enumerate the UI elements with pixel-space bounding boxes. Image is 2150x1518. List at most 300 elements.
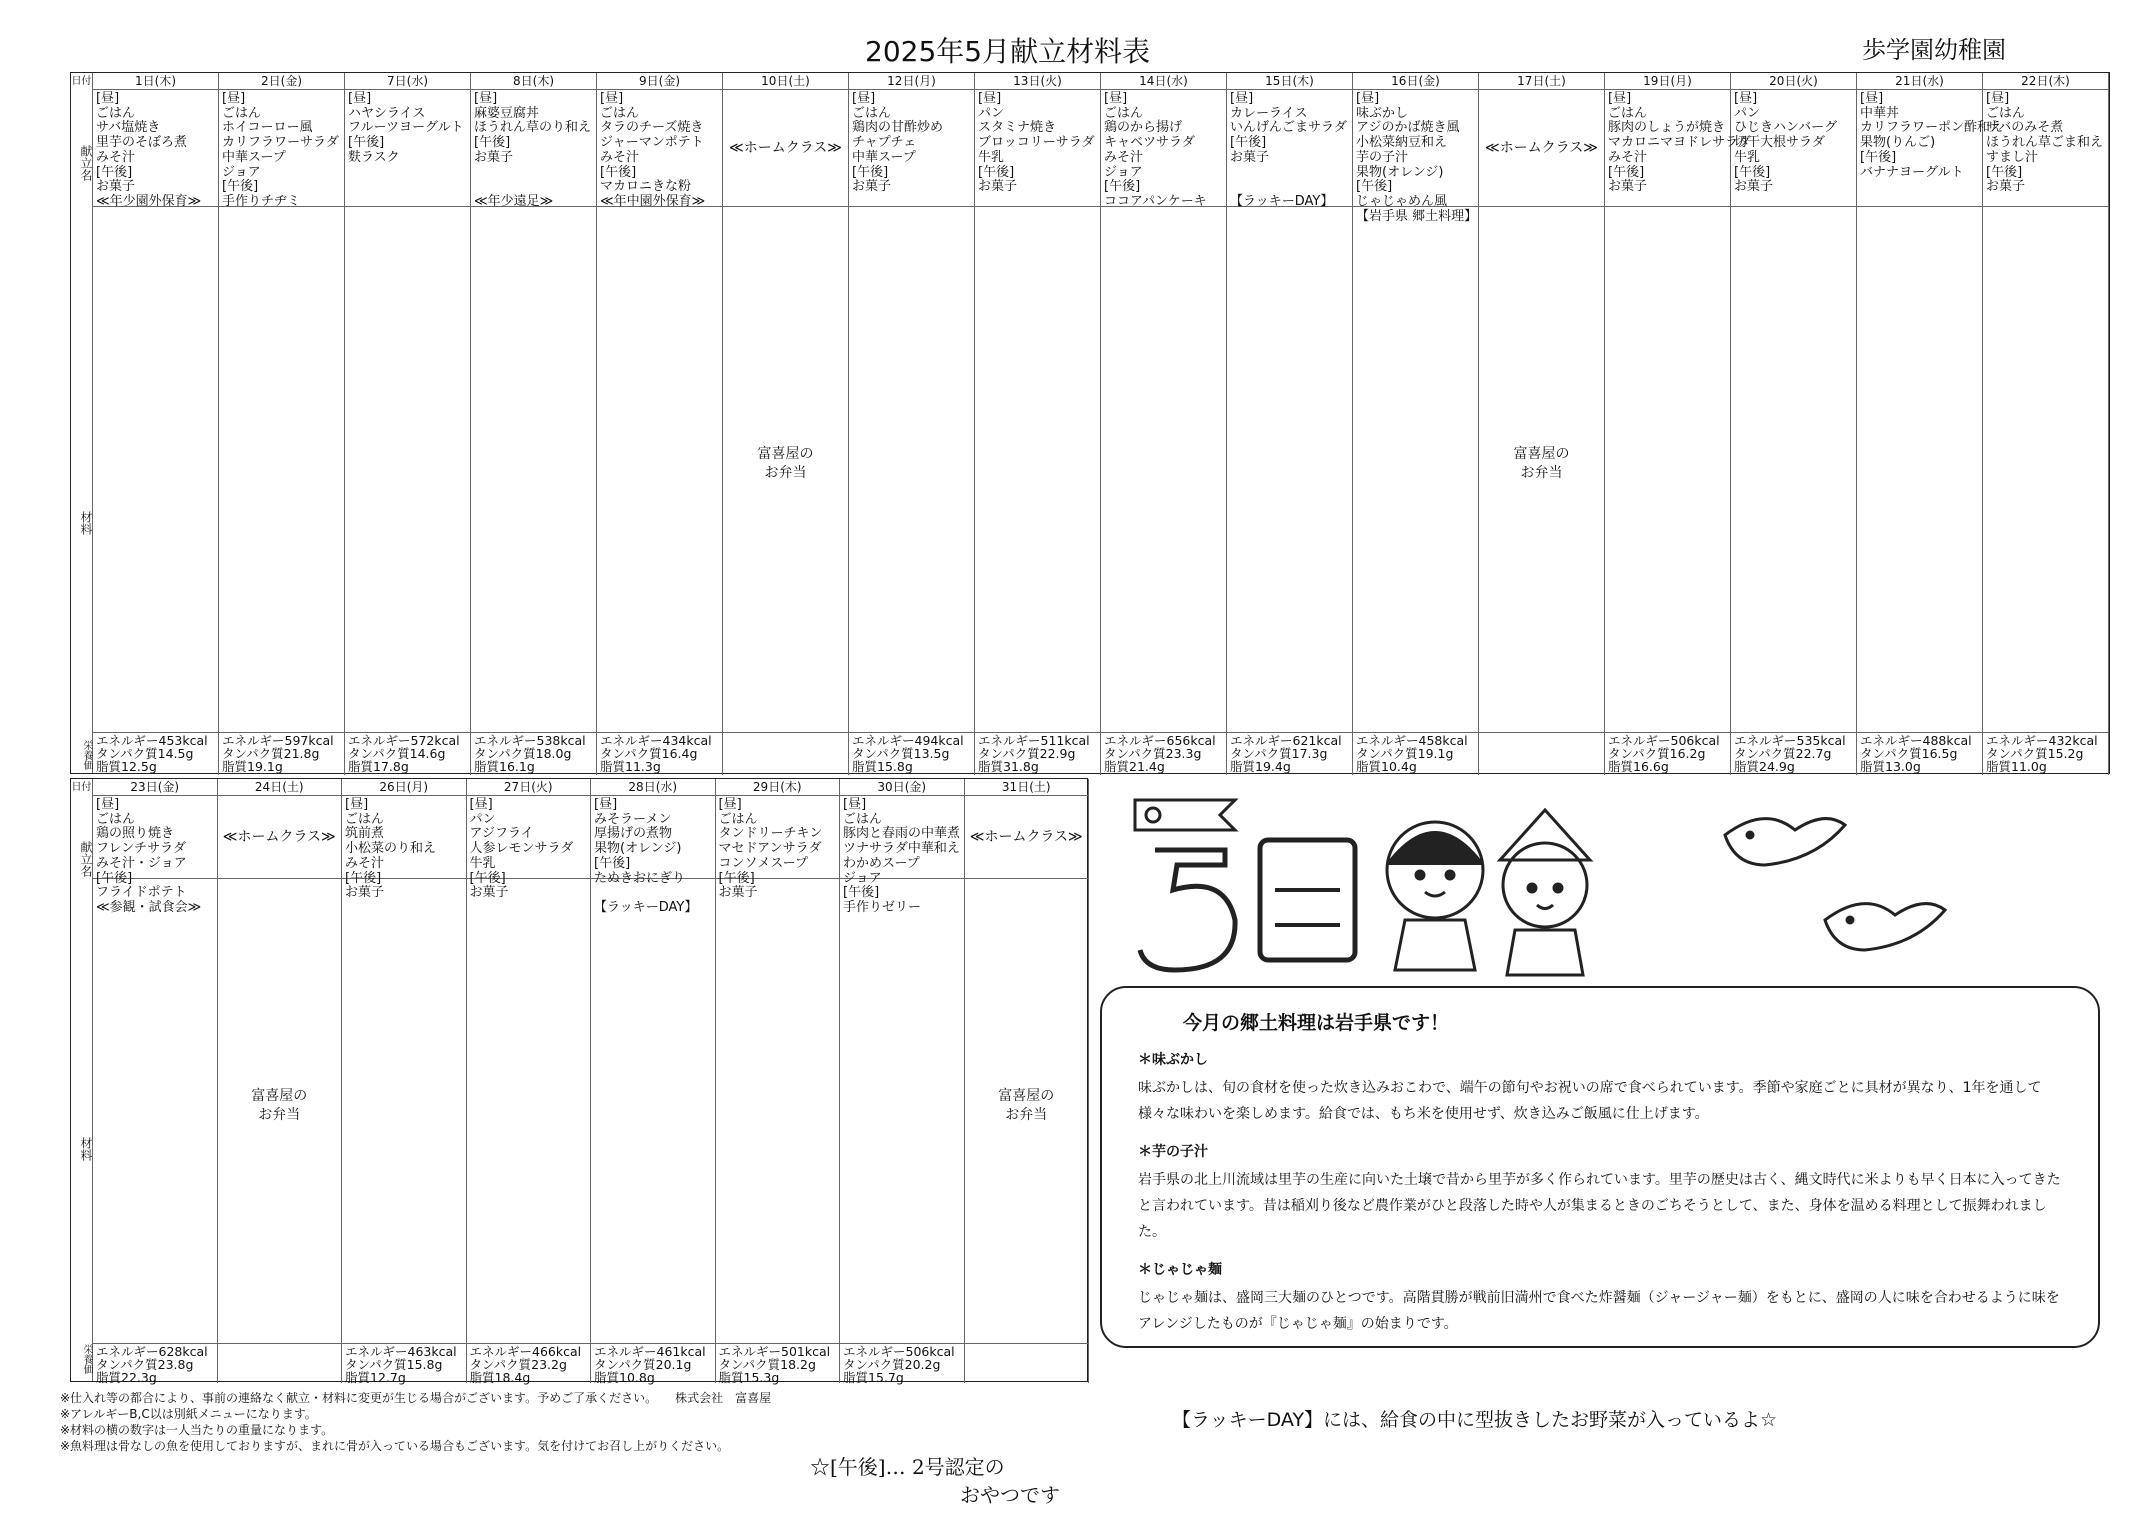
label-menu: 献立名 [79, 841, 93, 877]
nutrition-value: エネルギー488kcal [1860, 733, 1972, 748]
may-illustration [1125, 780, 2085, 980]
menu-item: ほうれん草ごま和え [1986, 135, 2104, 151]
footnote: ※魚料理は骨なしの魚を使用しておりますが、まれに骨が入っている場合もございます。気を付けてお召し上がりください。 [60, 1439, 730, 1453]
menu-item: [昼] [345, 797, 369, 812]
nutrition-value [221, 1358, 339, 1371]
menu-item [1230, 166, 1349, 181]
day-column [93, 73, 219, 775]
day-materials [1605, 207, 1730, 733]
day-date: 7日(水) [345, 73, 470, 90]
day-materials [218, 879, 342, 1344]
nutrition-value: タンパク質15.8g [345, 1357, 443, 1372]
nutrition-value: エネルギー597kcal [222, 733, 334, 748]
nutrition-value: エネルギー432kcal [1986, 733, 2098, 748]
menu-item: バナナヨーグルト [1860, 164, 1964, 180]
nutrition-value [726, 734, 845, 747]
day-materials [93, 207, 218, 733]
day-menu [1857, 90, 2004, 207]
footnotes [60, 1390, 771, 1454]
menu-item: ≪年少遠足≫ [474, 193, 554, 209]
day-column [716, 779, 841, 1383]
menu-item: みそ汁・ジョア [96, 855, 187, 871]
day-date: 29日(木) [716, 779, 840, 796]
home-class-label: ≪ホームクラス≫ [729, 139, 842, 156]
day-nutrition [849, 733, 974, 774]
nutrition-value: エネルギー453kcal [96, 733, 208, 748]
footnote: ※アレルギーB,C以は別紙メニューになります。 [60, 1407, 317, 1421]
day-menu [1731, 90, 1856, 207]
day-date: 26日(月) [342, 779, 466, 796]
day-menu [1479, 90, 1604, 207]
menu-item: みそ汁 [1104, 149, 1144, 165]
menu-item: 麻婆豆腐丼 [474, 105, 540, 121]
day-materials [723, 207, 848, 733]
month-art-text: 5月 [1135, 970, 1137, 971]
nutrition-value: タンパク質16.2g [1608, 746, 1706, 761]
menu-item: [昼] [1860, 91, 1884, 106]
nutrition-value: タンパク質13.5g [852, 746, 950, 761]
nutrition-value: 脂質17.8g [348, 759, 409, 774]
day-nutrition [345, 733, 470, 774]
menu-item: お菓子 [852, 179, 892, 195]
nutrition-value: エネルギー494kcal [852, 733, 964, 748]
menu-item: ジョア [222, 164, 261, 180]
day-column [1479, 73, 1605, 775]
label-date: 日付 [71, 76, 92, 87]
day-materials [1227, 207, 1352, 733]
nutrition-value: タンパク質20.2g [843, 1357, 941, 1372]
nutrition-value [968, 1358, 1086, 1371]
menu-item: 小松菜納豆和え [1356, 135, 1448, 151]
menu-item: チャプチェ [852, 135, 917, 151]
lucky-day-note: 【ラッキーDAY】には、給食の中に型抜きしたお野菜が入っているよ☆ [1172, 1409, 1778, 1431]
nutrition-value: 脂質13.0g [1860, 759, 1921, 774]
menu-item: お菓子 [96, 179, 136, 195]
info-heading: 今月の郷土料理は岩手県です！ [1183, 1012, 1450, 1034]
label-nutrition: 栄養価 [81, 740, 92, 770]
menu-item: [午後] [718, 870, 755, 886]
nutrition-value: タンパク質22.7g [1734, 746, 1832, 761]
menu-item: カレーライス [1230, 105, 1308, 121]
menu-item: [昼] [852, 91, 876, 106]
menu-item: ひじきハンバーグ [1734, 120, 1838, 136]
menu-item: ごはん [96, 105, 136, 121]
nutrition-value [726, 747, 845, 760]
menu-item: [午後] [348, 135, 385, 151]
menu-item: ココアパンケーキ [1104, 193, 1207, 209]
menu-item: コンソメスープ [718, 855, 808, 871]
nutrition-value: タンパク質21.8g [222, 746, 320, 761]
nutrition-value [1482, 747, 1601, 760]
handwritten-line: おやつです [960, 1483, 1060, 1507]
nutrition-value [221, 1371, 339, 1384]
menu-item: [昼] [594, 797, 618, 812]
day-materials [1983, 207, 2108, 733]
menu-item: 【ラッキーDAY】 [594, 899, 698, 915]
nutrition-value: エネルギー461kcal [594, 1344, 706, 1359]
menu-item: ほうれん草のり和え [474, 120, 592, 136]
menu-item: お菓子 [345, 885, 385, 901]
day-materials [1353, 207, 1478, 733]
nutrition-value: 脂質10.4g [1356, 759, 1417, 774]
menu-item: 果物(オレンジ) [594, 841, 682, 857]
menu-item: みそ汁 [1608, 149, 1648, 165]
menu-item: 【岩手県 郷土料理】 [1356, 208, 1478, 224]
nutrition-value: エネルギー458kcal [1356, 733, 1468, 748]
label-material: 材料 [79, 1137, 93, 1161]
info-section-title: ＊味ぶかし [1138, 1052, 1208, 1068]
menu-item [474, 180, 593, 195]
menu-item: [午後] [222, 179, 259, 195]
label-date: 日付 [71, 782, 92, 793]
day-materials [1479, 207, 1604, 733]
menu-item: フレンチサラダ [96, 841, 187, 857]
nutrition-value: エネルギー535kcal [1734, 733, 1846, 748]
menu-item: 切干大根サラダ [1734, 135, 1825, 151]
menu-item: ≪年少園外保育≫ [96, 193, 202, 209]
day-column [1101, 73, 1227, 775]
day-date: 14日(水) [1101, 73, 1226, 90]
nutrition-value [968, 1345, 1086, 1358]
day-nutrition [93, 733, 218, 774]
day-column [1353, 73, 1479, 775]
row-labels-2 [71, 779, 93, 1381]
day-column [467, 779, 592, 1383]
nutrition-value: エネルギー501kcal [718, 1344, 831, 1359]
menu-item: 人参レモンサラダ [469, 841, 574, 857]
menu-item: パン [978, 105, 1005, 121]
menu-item: 手作りチヂミ [222, 193, 301, 209]
nutrition-value: エネルギー538kcal [474, 733, 586, 748]
menu-item: [午後] [978, 164, 1015, 180]
day-materials [1731, 207, 1856, 733]
day-materials [716, 879, 840, 1344]
menu-item: みそ汁 [345, 855, 385, 871]
menu-item: お菓子 [1230, 149, 1270, 165]
menu-item: マセドアンサラダ [718, 841, 822, 857]
day-date: 28日(水) [591, 779, 715, 796]
menu-item: 【ラッキーDAY】 [1230, 193, 1334, 209]
nutrition-value: 脂質22.3g [96, 1370, 157, 1385]
menu-item: ジョア [843, 870, 882, 886]
day-menu [597, 90, 722, 207]
day-column [1227, 73, 1353, 775]
nutrition-value: タンパク質14.6g [348, 746, 446, 761]
menu-item: [昼] [96, 797, 120, 812]
footnote: ※仕入れ等の都合により、事前の連絡なく献立・材料に変更が生じる場合がございます。予めご了承ください。 株式会社 富喜屋 [60, 1391, 772, 1405]
day-nutrition [591, 1344, 715, 1385]
day-date: 23日(金) [93, 779, 217, 796]
menu-item: 鶏肉の甘酢炒め [852, 120, 944, 136]
menu-item: 筑前煮 [345, 826, 385, 842]
nutrition-value: タンパク質23.3g [1104, 746, 1202, 761]
label-material: 材料 [79, 511, 93, 535]
menu-item: いんげんごまサラダ [1230, 120, 1347, 136]
nutrition-value: 脂質21.4g [1104, 759, 1165, 774]
menu-item: 果物(りんご) [1860, 135, 1936, 151]
menu-item: マカロニきな粉 [600, 179, 692, 195]
menu-item: [昼] [1356, 91, 1380, 106]
day-materials [597, 207, 722, 733]
menu-item: [午後] [600, 164, 637, 180]
nutrition-value: タンパク質15.2g [1986, 746, 2084, 761]
day-menu [849, 90, 974, 207]
nutrition-value [968, 1371, 1086, 1384]
menu-item: ごはん [718, 811, 758, 827]
day-menu [93, 796, 217, 915]
menu-item: フルーツヨーグルト [348, 120, 464, 136]
nutrition-value: タンパク質19.1g [1356, 746, 1454, 761]
info-section-title: ＊じゃじゃ麺 [1138, 1262, 1222, 1278]
nutrition-value: エネルギー572kcal [348, 733, 460, 748]
menu-item: [午後] [345, 870, 382, 886]
day-materials [471, 207, 596, 733]
menu-item: [午後] [1608, 164, 1645, 180]
menu-item: みそ汁 [600, 149, 640, 165]
day-nutrition [467, 1344, 591, 1385]
menu-item: [午後] [469, 870, 506, 886]
day-date: 17日(土) [1479, 73, 1604, 90]
day-date: 31日(土) [965, 779, 1089, 796]
menu-item: [午後] [1734, 164, 1771, 180]
menu-item: [昼] [718, 797, 742, 812]
info-box [1100, 986, 2100, 1348]
day-menu [218, 796, 342, 879]
menu-item: ごはん [1104, 105, 1144, 121]
day-nutrition [716, 1344, 840, 1385]
nutrition-value: エネルギー628kcal [96, 1344, 208, 1359]
nutrition-value: エネルギー506kcal [1608, 733, 1720, 748]
day-menu [965, 796, 1089, 879]
home-class-label: ≪ホームクラス≫ [1485, 139, 1598, 156]
menu-item: 豚肉と春雨の中華煮 [843, 826, 961, 842]
menu-item: 中華丼 [1860, 105, 1900, 121]
day-column [591, 779, 716, 1383]
menu-item: 鶏のから揚げ [1104, 120, 1183, 136]
menu-item: たぬきおにぎり [594, 870, 686, 886]
nutrition-value: 脂質31.8g [978, 759, 1039, 774]
nutrition-value: エネルギー434kcal [600, 733, 712, 748]
menu-item: ジャーマンポテト [600, 135, 704, 151]
day-date: 12日(月) [849, 73, 974, 90]
menu-item: ≪参観・試食会≫ [96, 899, 202, 915]
menu-item: みそ汁 [96, 149, 136, 165]
nutrition-value: タンパク質23.8g [96, 1357, 194, 1372]
day-menu [591, 796, 715, 915]
day-column [597, 73, 723, 775]
day-menu [1101, 90, 1226, 207]
day-menu [716, 796, 840, 901]
day-nutrition [1983, 733, 2108, 774]
day-column [218, 779, 343, 1383]
day-date: 27日(火) [467, 779, 591, 796]
day-column [93, 779, 218, 1383]
day-nutrition [93, 1344, 217, 1385]
day-nutrition [219, 733, 344, 774]
menu-item: [昼] [1986, 91, 2010, 106]
nutrition-value: タンパク質17.3g [1230, 746, 1328, 761]
menu-item: ホイコーロー風 [222, 120, 313, 136]
day-column [1857, 73, 2004, 775]
day-date: 19日(月) [1605, 73, 1730, 90]
day-materials [342, 879, 466, 1344]
day-date: 16日(金) [1353, 73, 1478, 90]
bento-label: 富喜屋の お弁当 [251, 1087, 308, 1123]
footnote: ※材料の横の数字は一人当たりの重量になります。 [60, 1423, 334, 1437]
handwritten-line: ☆[午後]… 2号認定の [810, 1455, 1005, 1479]
menu-item: フライドポテト [96, 885, 187, 901]
day-nutrition [471, 733, 596, 774]
day-menu [467, 796, 591, 901]
menu-item: お菓子 [978, 179, 1018, 195]
day-menu [975, 90, 1100, 207]
menu-item: 果物(オレンジ) [1356, 164, 1444, 180]
menu-item: ごはん [222, 105, 262, 121]
day-date: 20日(火) [1731, 73, 1856, 90]
day-column [345, 73, 471, 775]
nutrition-value: エネルギー511kcal [978, 733, 1090, 748]
menu-item: 麩ラスク [348, 149, 400, 165]
menu-item: [午後] [96, 870, 133, 886]
nutrition-value: 脂質19.1g [222, 759, 283, 774]
nutrition-value: 脂質15.8g [852, 759, 913, 774]
info-section-body: 岩手県の北上川流域は里芋の生産に向いた土壌で昔から里芋が多く作られています。里芋の歴史は古く、縄文時代に米よりも早く日本に入ってきたと言われています。昔は稲刈り後など農作業がひと段落した時や人が集まるときのごちそうとして、また、身体を温める料理として振舞われました。 [1138, 1172, 2061, 1240]
day-date: 1日(木) [93, 73, 218, 90]
day-nutrition [965, 1344, 1089, 1385]
menu-item: スタミナ焼き [978, 120, 1057, 136]
menu-item: ごはん [345, 811, 385, 827]
menu-item: サバのみそ煮 [1986, 120, 2064, 136]
nutrition-value [1482, 760, 1601, 773]
menu-item: [昼] [843, 797, 867, 812]
day-materials [849, 207, 974, 733]
day-materials [467, 879, 591, 1344]
menu-item: パン [469, 811, 496, 827]
menu-item: ブロッコリーサラダ [978, 135, 1095, 151]
day-materials [1101, 207, 1226, 733]
menu-item: 小松菜のり和え [345, 841, 437, 857]
menu-item: カリフラワーサラダ [222, 135, 339, 151]
nutrition-value: エネルギー506kcal [843, 1344, 955, 1359]
menu-item: [昼] [1734, 91, 1758, 106]
day-column [840, 779, 965, 1383]
nutrition-value: タンパク質16.5g [1860, 746, 1958, 761]
menu-item: 厚揚げの煮物 [594, 826, 673, 842]
day-materials [965, 879, 1089, 1344]
menu-item: タラのチーズ焼き [600, 120, 704, 136]
menu-item: [午後] [1986, 164, 2023, 180]
day-menu [723, 90, 848, 207]
day-menu [1983, 90, 2108, 207]
day-column [965, 779, 1090, 1383]
menu-item: お菓子 [1734, 179, 1774, 195]
menu-item: 中華スープ [852, 149, 916, 165]
menu-item: ≪年中園外保育≫ [600, 193, 706, 209]
menu-item: [午後] [594, 855, 631, 871]
day-nutrition [1227, 733, 1352, 774]
menu-item: すまし汁 [1986, 149, 2039, 165]
day-nutrition [342, 1344, 466, 1385]
day-column [1731, 73, 1857, 775]
menu-item: 里芋のそぼろ煮 [96, 135, 188, 151]
day-materials [1857, 207, 1982, 733]
day-materials [219, 207, 344, 733]
menu-item: 味ぶかし [1356, 105, 1409, 121]
day-nutrition [1101, 733, 1226, 774]
row-labels-1 [71, 73, 93, 773]
menu-item: [午後] [96, 164, 133, 180]
menu-item: [午後] [1230, 135, 1267, 151]
label-menu: 献立名 [79, 145, 93, 181]
day-nutrition [1731, 733, 1856, 774]
menu-item: [午後] [1860, 149, 1897, 165]
day-menu [219, 90, 344, 207]
day-date: 24日(土) [218, 779, 342, 796]
day-date: 10日(土) [723, 73, 848, 90]
nutrition-value: 脂質19.4g [1230, 759, 1291, 774]
day-column [342, 779, 467, 1383]
menu-item: タンドリーチキン [718, 826, 823, 842]
menu-item: お菓子 [469, 885, 509, 901]
day-column [471, 73, 597, 775]
home-class-label: ≪ホームクラス≫ [969, 828, 1083, 845]
day-nutrition [1353, 733, 1478, 774]
menu-item: パン [1734, 105, 1761, 121]
day-menu [345, 90, 470, 207]
menu-item: わかめスープ [843, 855, 920, 871]
day-date: 21日(水) [1857, 73, 1982, 90]
day-column [849, 73, 975, 775]
nutrition-value: 脂質11.3g [600, 759, 661, 774]
nutrition-value: エネルギー621kcal [1230, 733, 1342, 748]
bento-label: 富喜屋の お弁当 [998, 1087, 1055, 1123]
menu-item: ごはん [1608, 105, 1648, 121]
day-date: 13日(火) [975, 73, 1100, 90]
day-column [723, 73, 849, 775]
handwritten-note [810, 1453, 1060, 1509]
menu-item: [昼] [474, 91, 498, 106]
menu-item: [午後] [852, 164, 889, 180]
menu-item: キャベツサラダ [1104, 135, 1195, 151]
day-menu [1353, 90, 1478, 224]
day-nutrition [1605, 733, 1730, 774]
nutrition-value: エネルギー463kcal [345, 1344, 457, 1359]
menu-item: 豚肉のしょうが焼き [1608, 120, 1726, 136]
nutrition-value: エネルギー466kcal [469, 1344, 582, 1359]
menu-item: [昼] [222, 91, 246, 106]
menu-item: [昼] [600, 91, 624, 106]
menu-item: 鶏の照り焼き [96, 826, 175, 842]
info-section-title: ＊芋の子汁 [1138, 1144, 1208, 1160]
menu-item: ごはん [843, 811, 883, 827]
menu-item: [昼] [469, 797, 493, 812]
day-date: 2日(金) [219, 73, 344, 90]
day-date: 22日(木) [1983, 73, 2108, 90]
nutrition-value [1482, 734, 1601, 747]
info-section-body: 味ぶかしは、旬の食材を使った炊き込みおこわで、端午の節句やお祝いの席で食べられています。季節や家庭ごとに具材が異なり、1年を通して様々な味わいを楽しめます。給食では、もち米を使用せず、炊き込みご飯風に仕上げます。 [1138, 1080, 2042, 1122]
nutrition-value: 脂質12.7g [345, 1370, 406, 1385]
day-date: 9日(金) [597, 73, 722, 90]
nutrition-value: 脂質15.3g [718, 1370, 780, 1385]
menu-item: ツナサラダ中華和え [843, 841, 960, 857]
menu-item: お菓子 [718, 885, 758, 901]
nutrition-value: タンパク質16.4g [600, 746, 698, 761]
menu-item: 芋の子汁 [1356, 149, 1409, 165]
day-materials [93, 879, 217, 1344]
bento-label: 富喜屋の お弁当 [757, 446, 814, 481]
nutrition-value [726, 760, 845, 773]
menu-item: 牛乳 [1734, 149, 1761, 165]
